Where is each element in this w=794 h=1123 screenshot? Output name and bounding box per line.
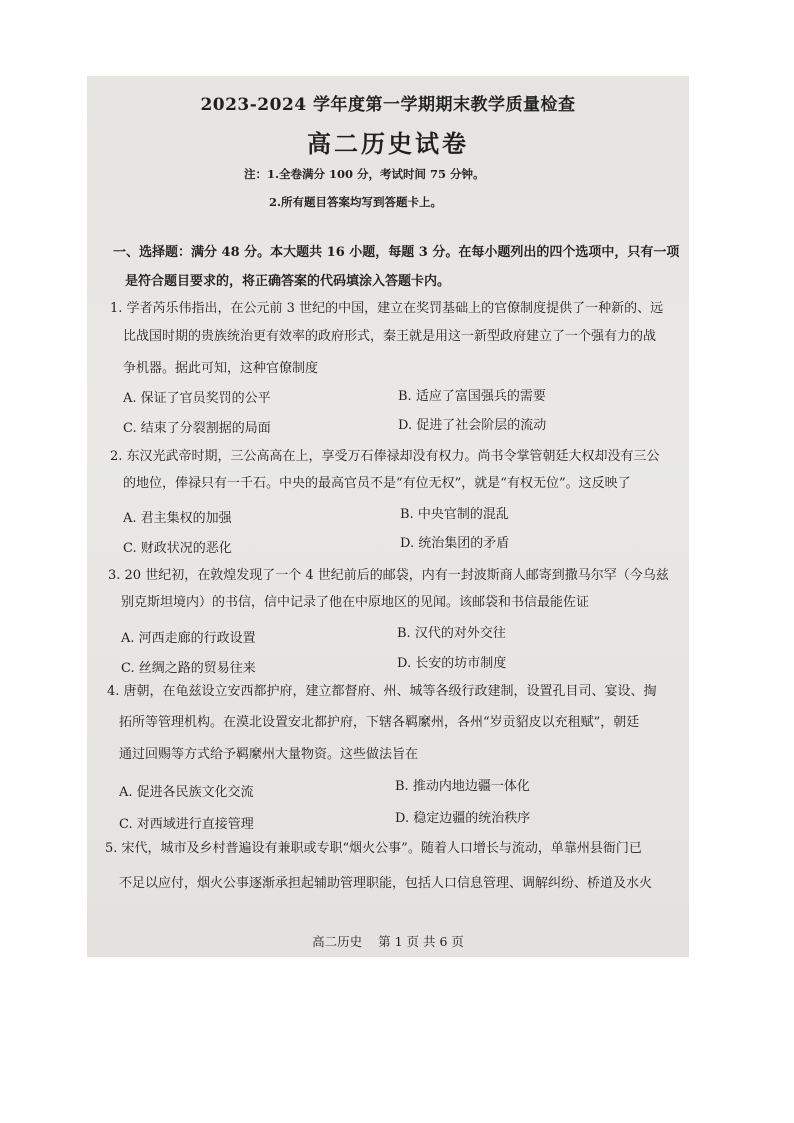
question-3-option-a: A. 河西走廊的行政设置 (121, 631, 256, 646)
question-5-line-1: 5. 宋代，城市及乡村普遍设有兼职或专职“烟火公事”。随着人口增长与流动，单靠州县衙门已 (105, 841, 642, 856)
question-1-option-d: D. 促进了社会阶层的流动 (398, 418, 547, 433)
page-footer (87, 932, 689, 950)
exam-title: 2023-2024 学年度第一学期期末教学质量检查 (200, 95, 576, 115)
question-2-option-b: B. 中央官制的混乱 (400, 507, 509, 522)
question-5-line-2: 不足以应付，烟火公事逐渐承担起辅助管理职能，包括人口信息管理、调解纠纷、桥道及水火 (119, 876, 653, 891)
question-4-line-3: 通过回赐等方式给予羁縻州大量物资。这些做法旨在 (119, 747, 419, 762)
section-instruction-line-2: 是符合题目要求的，将正确答案的代码填涂入答题卡内。 (125, 274, 451, 289)
section-instruction-line-1: 一、选择题：满分 48 分。本大题共 16 小题，每题 3 分。在每小题列出的四个选项中，只有一项 (113, 245, 680, 260)
footer-subject: 高二历史 (312, 934, 363, 949)
question-1-line-1: 1. 学者芮乐伟指出，在公元前 3 世纪的中国，建立在奖罚基础上的官僚制度提供了一种新的、远 (110, 301, 664, 316)
question-4-option-b: B. 推动内地边疆一体化 (395, 779, 530, 794)
question-3-line-1: 3. 20 世纪初，在敦煌发现了一个 4 世纪前后的邮袋，内有一封波斯商人邮寄到撒马尔罕（今乌兹 (108, 568, 669, 583)
question-3-option-c: C. 丝绸之路的贸易往来 (121, 661, 256, 676)
exam-subtitle: 高二历史试卷 (307, 129, 469, 158)
question-2-option-a: A. 君主集权的加强 (123, 511, 232, 526)
question-4-option-c: C. 对西域进行直接管理 (119, 817, 254, 832)
question-2-option-d: D. 统治集团的矛盾 (400, 536, 510, 551)
question-2-line-2: 的地位，俸禄只有一千石。中央的最高官员不是“有位无权”，就是“有权无位”。这反映了 (123, 476, 631, 491)
question-3-option-b: B. 汉代的对外交往 (397, 626, 506, 641)
question-2-option-c: C. 财政状况的恶化 (123, 541, 232, 556)
question-4-option-a: A. 促进各民族文化交流 (119, 785, 254, 800)
question-4-line-2: 拓所等管理机构。在漠北设置安北都护府，下辖各羁縻州，各州“岁贡貂皮以充租赋”，朝廷 (119, 715, 640, 730)
question-4-line-1: 4. 唐朝，在龟兹设立安西都护府，建立都督府、州、城等各级行政建制，设置孔目司、宴设、掏 (107, 684, 657, 699)
question-3-line-2: 别克斯坦境内）的书信，信中记录了他在中原地区的见闻。该邮袋和书信最能佐证 (121, 595, 590, 610)
question-2-line-1: 2. 东汉光武帝时期，三公高高在上，享受万石俸禄却没有权力。尚书令掌管朝廷大权却没有三公 (110, 449, 660, 464)
question-1-line-3: 争机器。据此可知，这种官僚制度 (123, 361, 319, 376)
question-1-option-a: A. 保证了官员奖罚的公平 (123, 391, 271, 406)
exam-page-photo (87, 76, 689, 957)
question-1-option-b: B. 适应了富国强兵的需要 (398, 389, 546, 404)
footer-page-number: 第 1 页 共 6 页 (378, 934, 464, 949)
question-1-line-2: 比战国时期的贵族统治更有效率的政府形式，秦王就是用这一新型政府建立了一个强有力的战 (123, 329, 657, 344)
exam-note-2: 2.所有题目答案均写到答题卡上。 (269, 195, 443, 209)
exam-note-1: 注：1.全卷满分 100 分，考试时间 75 分钟。 (244, 167, 485, 181)
question-3-option-d: D. 长安的坊市制度 (397, 656, 507, 671)
question-4-option-d: D. 稳定边疆的统治秩序 (395, 811, 531, 826)
question-1-option-c: C. 结束了分裂割据的局面 (123, 421, 271, 436)
